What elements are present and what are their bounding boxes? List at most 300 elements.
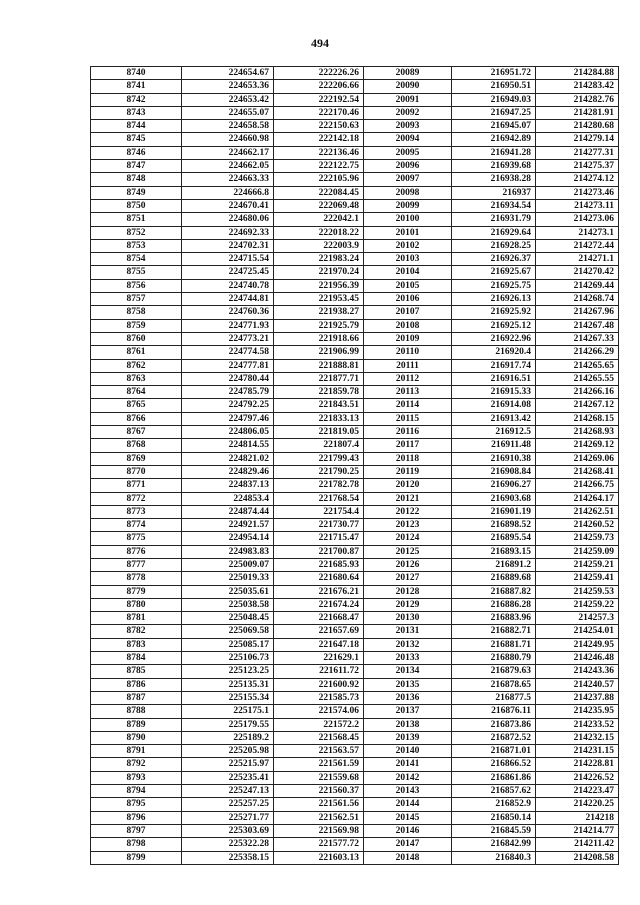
- table-cell: 214267.33: [536, 332, 619, 345]
- table-cell: 221938.27: [274, 306, 364, 319]
- table-cell: 214272.44: [536, 239, 619, 252]
- table-row: [91, 652, 619, 665]
- table-cell: 20119: [364, 465, 452, 478]
- table-cell: 222192.54: [274, 93, 364, 106]
- table-cell: 8759: [91, 319, 182, 332]
- table-cell: 8779: [91, 585, 182, 598]
- table-row: [91, 253, 619, 266]
- table-row: [91, 479, 619, 492]
- table-row: [91, 492, 619, 505]
- table-cell: 20113: [364, 386, 452, 399]
- table-cell: 20089: [364, 67, 452, 80]
- table-cell: 214275.37: [536, 160, 619, 173]
- table-cell: 221730.77: [274, 519, 364, 532]
- table-cell: 216950.51: [452, 80, 536, 93]
- table-cell: 214226.52: [536, 771, 619, 784]
- table-cell: 8757: [91, 293, 182, 306]
- table-cell: 216916.51: [452, 372, 536, 385]
- table-cell: 222136.46: [274, 146, 364, 159]
- table-row: [91, 372, 619, 385]
- table-cell: 224760.36: [182, 306, 274, 319]
- table-cell: 221715.47: [274, 532, 364, 545]
- table-cell: 216937: [452, 186, 536, 199]
- table-cell: 216928.25: [452, 239, 536, 252]
- table-cell: 214279.14: [536, 133, 619, 146]
- table-cell: 216873.86: [452, 718, 536, 731]
- table-cell: 216951.72: [452, 67, 536, 80]
- table-cell: 20131: [364, 625, 452, 638]
- table-cell: 8748: [91, 173, 182, 186]
- table-cell: 8776: [91, 545, 182, 558]
- table-row: [91, 625, 619, 638]
- table-cell: 216882.71: [452, 625, 536, 638]
- table-cell: 221559.68: [274, 771, 364, 784]
- table-cell: 216895.54: [452, 532, 536, 545]
- table-row: [91, 798, 619, 811]
- table-cell: 20104: [364, 266, 452, 279]
- table-cell: 221561.56: [274, 798, 364, 811]
- table-cell: 216903.68: [452, 492, 536, 505]
- table-cell: 216893.15: [452, 545, 536, 558]
- table-cell: 224680.06: [182, 213, 274, 226]
- table-cell: 20147: [364, 838, 452, 851]
- table-cell: 214265.55: [536, 372, 619, 385]
- table-cell: 20135: [364, 678, 452, 691]
- table-cell: 222142.18: [274, 133, 364, 146]
- table-cell: 20112: [364, 372, 452, 385]
- table-cell: 8780: [91, 598, 182, 611]
- table-cell: 221680.64: [274, 572, 364, 585]
- table-cell: 214269.06: [536, 452, 619, 465]
- table-cell: 224829.46: [182, 465, 274, 478]
- table-cell: 214274.12: [536, 173, 619, 186]
- table-cell: 8799: [91, 851, 182, 864]
- table-row: [91, 665, 619, 678]
- table-row: [91, 266, 619, 279]
- table-cell: 8741: [91, 80, 182, 93]
- table-cell: 214259.53: [536, 585, 619, 598]
- table-cell: 216910.38: [452, 452, 536, 465]
- table-cell: 214228.81: [536, 758, 619, 771]
- table-cell: 20129: [364, 598, 452, 611]
- table-cell: 216857.62: [452, 785, 536, 798]
- table-cell: 221572.2: [274, 718, 364, 731]
- table-cell: 216879.63: [452, 665, 536, 678]
- table-cell: 214273.1: [536, 226, 619, 239]
- table-cell: 224853.4: [182, 492, 274, 505]
- table-cell: 224660.98: [182, 133, 274, 146]
- table-cell: 221577.72: [274, 838, 364, 851]
- table-cell: 225205.98: [182, 745, 274, 758]
- table-cell: 20117: [364, 439, 452, 452]
- table-cell: 20130: [364, 612, 452, 625]
- table-row: [91, 519, 619, 532]
- table-cell: 20145: [364, 811, 452, 824]
- table-row: [91, 771, 619, 784]
- table-cell: 8775: [91, 532, 182, 545]
- table-cell: 221657.69: [274, 625, 364, 638]
- table-cell: 221859.78: [274, 386, 364, 399]
- table-row: [91, 705, 619, 718]
- table-cell: 214268.41: [536, 465, 619, 478]
- table-cell: 20143: [364, 785, 452, 798]
- table-cell: 224773.21: [182, 332, 274, 345]
- table-cell: 216877.5: [452, 691, 536, 704]
- table-cell: 222018.22: [274, 226, 364, 239]
- table-cell: 8785: [91, 665, 182, 678]
- table-cell: 221983.24: [274, 253, 364, 266]
- table-cell: 8788: [91, 705, 182, 718]
- table-row: [91, 386, 619, 399]
- table-cell: 8740: [91, 67, 182, 80]
- table-cell: 20105: [364, 279, 452, 292]
- table-cell: 224780.44: [182, 372, 274, 385]
- table-cell: 8791: [91, 745, 182, 758]
- table-cell: 216911.48: [452, 439, 536, 452]
- table-cell: 224785.79: [182, 386, 274, 399]
- table-row: [91, 67, 619, 80]
- table-cell: 20111: [364, 359, 452, 372]
- table-cell: 8766: [91, 412, 182, 425]
- table-cell: 224662.17: [182, 146, 274, 159]
- table-cell: 222122.75: [274, 160, 364, 173]
- table-cell: 214267.12: [536, 399, 619, 412]
- table-cell: 216886.28: [452, 598, 536, 611]
- table-row: [91, 226, 619, 239]
- table-cell: 221629.1: [274, 652, 364, 665]
- table-cell: 216925.92: [452, 306, 536, 319]
- table-cell: 224874.44: [182, 505, 274, 518]
- table-cell: 224954.14: [182, 532, 274, 545]
- table-cell: 8783: [91, 638, 182, 651]
- table-cell: 221603.13: [274, 851, 364, 864]
- table-cell: 20096: [364, 160, 452, 173]
- table-row: [91, 691, 619, 704]
- table-cell: 214257.3: [536, 612, 619, 625]
- table-cell: 221833.13: [274, 412, 364, 425]
- table-cell: 8790: [91, 731, 182, 744]
- table-row: [91, 532, 619, 545]
- table-cell: 221843.51: [274, 399, 364, 412]
- table-cell: 224670.41: [182, 199, 274, 212]
- table-cell: 224654.67: [182, 67, 274, 80]
- table-cell: 224653.42: [182, 93, 274, 106]
- table-cell: 8750: [91, 199, 182, 212]
- table-cell: 8784: [91, 652, 182, 665]
- table-cell: 224702.31: [182, 239, 274, 252]
- table-cell: 8761: [91, 346, 182, 359]
- table-cell: 20098: [364, 186, 452, 199]
- table-row: [91, 811, 619, 824]
- table-cell: 214214.77: [536, 824, 619, 837]
- table-cell: 222069.48: [274, 199, 364, 212]
- table-row: [91, 718, 619, 731]
- table-cell: 214208.58: [536, 851, 619, 864]
- table-cell: 214277.31: [536, 146, 619, 159]
- table-cell: 222226.26: [274, 67, 364, 80]
- table-cell: 221906.99: [274, 346, 364, 359]
- table-cell: 214259.09: [536, 545, 619, 558]
- table-cell: 8778: [91, 572, 182, 585]
- table-row: [91, 851, 619, 864]
- table-cell: 225215.97: [182, 758, 274, 771]
- table-cell: 221807.4: [274, 439, 364, 452]
- table-cell: 224666.8: [182, 186, 274, 199]
- table-row: [91, 239, 619, 252]
- table-cell: 20123: [364, 519, 452, 532]
- coordinates-table: [90, 66, 619, 865]
- table-row: [91, 678, 619, 691]
- table-cell: 8787: [91, 691, 182, 704]
- table-row: [91, 199, 619, 212]
- table-row: [91, 439, 619, 452]
- table-cell: 224662.05: [182, 160, 274, 173]
- table-cell: 225322.28: [182, 838, 274, 851]
- table-cell: 224821.02: [182, 452, 274, 465]
- table-cell: 20138: [364, 718, 452, 731]
- table-cell: 20106: [364, 293, 452, 306]
- table-cell: 225235.41: [182, 771, 274, 784]
- table-cell: 214270.42: [536, 266, 619, 279]
- table-cell: 225048.45: [182, 612, 274, 625]
- table-cell: 216889.68: [452, 572, 536, 585]
- table-cell: 221668.47: [274, 612, 364, 625]
- table-cell: 20099: [364, 199, 452, 212]
- table-cell: 221563.57: [274, 745, 364, 758]
- table-cell: 8753: [91, 239, 182, 252]
- coordinates-table-body: [91, 67, 619, 865]
- table-cell: 8768: [91, 439, 182, 452]
- table-cell: 224658.58: [182, 120, 274, 133]
- table-cell: 221674.24: [274, 598, 364, 611]
- table-cell: 225035.61: [182, 585, 274, 598]
- table-cell: 20141: [364, 758, 452, 771]
- table-cell: 221970.24: [274, 266, 364, 279]
- table-cell: 216925.12: [452, 319, 536, 332]
- table-cell: 214240.57: [536, 678, 619, 691]
- table-row: [91, 426, 619, 439]
- table-cell: 222105.96: [274, 173, 364, 186]
- table-cell: 8755: [91, 266, 182, 279]
- table-cell: 214260.52: [536, 519, 619, 532]
- table-cell: 8742: [91, 93, 182, 106]
- table-cell: 8771: [91, 479, 182, 492]
- table-cell: 20124: [364, 532, 452, 545]
- table-cell: 8760: [91, 332, 182, 345]
- table-cell: 222084.45: [274, 186, 364, 199]
- table-cell: 20127: [364, 572, 452, 585]
- table-cell: 8769: [91, 452, 182, 465]
- table-row: [91, 785, 619, 798]
- table-cell: 214266.75: [536, 479, 619, 492]
- table-cell: 214235.95: [536, 705, 619, 718]
- table-cell: 216929.64: [452, 226, 536, 239]
- table-cell: 216880.79: [452, 652, 536, 665]
- table-row: [91, 293, 619, 306]
- table-row: [91, 465, 619, 478]
- table-cell: 20094: [364, 133, 452, 146]
- table-cell: 216908.84: [452, 465, 536, 478]
- table-cell: 225247.13: [182, 785, 274, 798]
- table-cell: 222042.1: [274, 213, 364, 226]
- table-cell: 8794: [91, 785, 182, 798]
- table-row: [91, 106, 619, 119]
- table-row: [91, 133, 619, 146]
- table-cell: 216913.42: [452, 412, 536, 425]
- table-row: [91, 558, 619, 571]
- table-row: [91, 173, 619, 186]
- table-cell: 20134: [364, 665, 452, 678]
- table-cell: 221819.05: [274, 426, 364, 439]
- table-cell: 221611.72: [274, 665, 364, 678]
- table-cell: 224715.54: [182, 253, 274, 266]
- table-cell: 216891.2: [452, 558, 536, 571]
- table-cell: 224692.33: [182, 226, 274, 239]
- table-cell: 8754: [91, 253, 182, 266]
- table-cell: 214268.74: [536, 293, 619, 306]
- table-cell: 214266.16: [536, 386, 619, 399]
- table-row: [91, 638, 619, 651]
- table-cell: 225009.07: [182, 558, 274, 571]
- table-cell: 20091: [364, 93, 452, 106]
- table-cell: 214273.46: [536, 186, 619, 199]
- table-cell: 20090: [364, 80, 452, 93]
- table-cell: 214283.42: [536, 80, 619, 93]
- table-cell: 214271.1: [536, 253, 619, 266]
- table-cell: 221956.39: [274, 279, 364, 292]
- table-cell: 225135.31: [182, 678, 274, 691]
- table-row: [91, 612, 619, 625]
- table-cell: 8747: [91, 160, 182, 173]
- table-cell: 221647.18: [274, 638, 364, 651]
- table-cell: 221560.37: [274, 785, 364, 798]
- table-cell: 216925.75: [452, 279, 536, 292]
- table-cell: 20140: [364, 745, 452, 758]
- table-cell: 8764: [91, 386, 182, 399]
- table-cell: 216939.68: [452, 160, 536, 173]
- table-cell: 216850.14: [452, 811, 536, 824]
- table-cell: 20133: [364, 652, 452, 665]
- table-cell: 20126: [364, 558, 452, 571]
- table-cell: 221925.79: [274, 319, 364, 332]
- table-cell: 20092: [364, 106, 452, 119]
- table-cell: 222206.66: [274, 80, 364, 93]
- table-cell: 214266.29: [536, 346, 619, 359]
- table-cell: 20148: [364, 851, 452, 864]
- table-row: [91, 80, 619, 93]
- table-cell: 214211.42: [536, 838, 619, 851]
- table-cell: 216901.19: [452, 505, 536, 518]
- table-cell: 20137: [364, 705, 452, 718]
- table-cell: 8767: [91, 426, 182, 439]
- table-cell: 20109: [364, 332, 452, 345]
- table-cell: 216906.27: [452, 479, 536, 492]
- table-cell: 225358.15: [182, 851, 274, 864]
- table-cell: 224744.81: [182, 293, 274, 306]
- table-cell: 225106.73: [182, 652, 274, 665]
- table-cell: 224653.36: [182, 80, 274, 93]
- table-cell: 224725.45: [182, 266, 274, 279]
- table-cell: 20118: [364, 452, 452, 465]
- table-cell: 216881.71: [452, 638, 536, 651]
- table-cell: 8772: [91, 492, 182, 505]
- table-cell: 8744: [91, 120, 182, 133]
- table-cell: 214254.01: [536, 625, 619, 638]
- table-cell: 214220.25: [536, 798, 619, 811]
- table-cell: 225069.58: [182, 625, 274, 638]
- table-cell: 214264.17: [536, 492, 619, 505]
- table-cell: 224777.81: [182, 359, 274, 372]
- table-cell: 216912.5: [452, 426, 536, 439]
- table-row: [91, 186, 619, 199]
- table-cell: 20101: [364, 226, 452, 239]
- table-cell: 221768.54: [274, 492, 364, 505]
- table-cell: 214231.15: [536, 745, 619, 758]
- table-cell: 216876.11: [452, 705, 536, 718]
- table-row: [91, 213, 619, 226]
- table-row: [91, 279, 619, 292]
- table-cell: 20110: [364, 346, 452, 359]
- table-cell: 20095: [364, 146, 452, 159]
- table-cell: 216878.65: [452, 678, 536, 691]
- table-cell: 216845.59: [452, 824, 536, 837]
- table-row: [91, 838, 619, 851]
- table-cell: 224663.33: [182, 173, 274, 186]
- table-cell: 214259.73: [536, 532, 619, 545]
- table-cell: 8797: [91, 824, 182, 837]
- table-cell: 221790.25: [274, 465, 364, 478]
- table-cell: 225189.2: [182, 731, 274, 744]
- table-cell: 20108: [364, 319, 452, 332]
- table-cell: 8743: [91, 106, 182, 119]
- table-cell: 214280.68: [536, 120, 619, 133]
- table-row: [91, 359, 619, 372]
- table-row: [91, 412, 619, 425]
- table-cell: 216887.82: [452, 585, 536, 598]
- table-row: [91, 572, 619, 585]
- table-row: [91, 346, 619, 359]
- table-row: [91, 585, 619, 598]
- table-cell: 216926.13: [452, 293, 536, 306]
- table-cell: 221799.43: [274, 452, 364, 465]
- table-cell: 224771.93: [182, 319, 274, 332]
- table-cell: 216898.52: [452, 519, 536, 532]
- table-row: [91, 160, 619, 173]
- table-row: [91, 598, 619, 611]
- table-cell: 20116: [364, 426, 452, 439]
- table-cell: 221685.93: [274, 558, 364, 571]
- table-row: [91, 824, 619, 837]
- table-cell: 221918.66: [274, 332, 364, 345]
- table-cell: 20142: [364, 771, 452, 784]
- table-cell: 8792: [91, 758, 182, 771]
- table-cell: 8795: [91, 798, 182, 811]
- table-cell: 8765: [91, 399, 182, 412]
- table-cell: 214232.15: [536, 731, 619, 744]
- table-cell: 8774: [91, 519, 182, 532]
- table-cell: 224655.07: [182, 106, 274, 119]
- table-cell: 216861.86: [452, 771, 536, 784]
- page-number: 494: [311, 36, 329, 50]
- table-cell: 8758: [91, 306, 182, 319]
- table-cell: 214259.41: [536, 572, 619, 585]
- table-cell: 8756: [91, 279, 182, 292]
- table-cell: 221754.4: [274, 505, 364, 518]
- table-cell: 221568.45: [274, 731, 364, 744]
- table-cell: 8746: [91, 146, 182, 159]
- table-cell: 8749: [91, 186, 182, 199]
- table-cell: 216931.79: [452, 213, 536, 226]
